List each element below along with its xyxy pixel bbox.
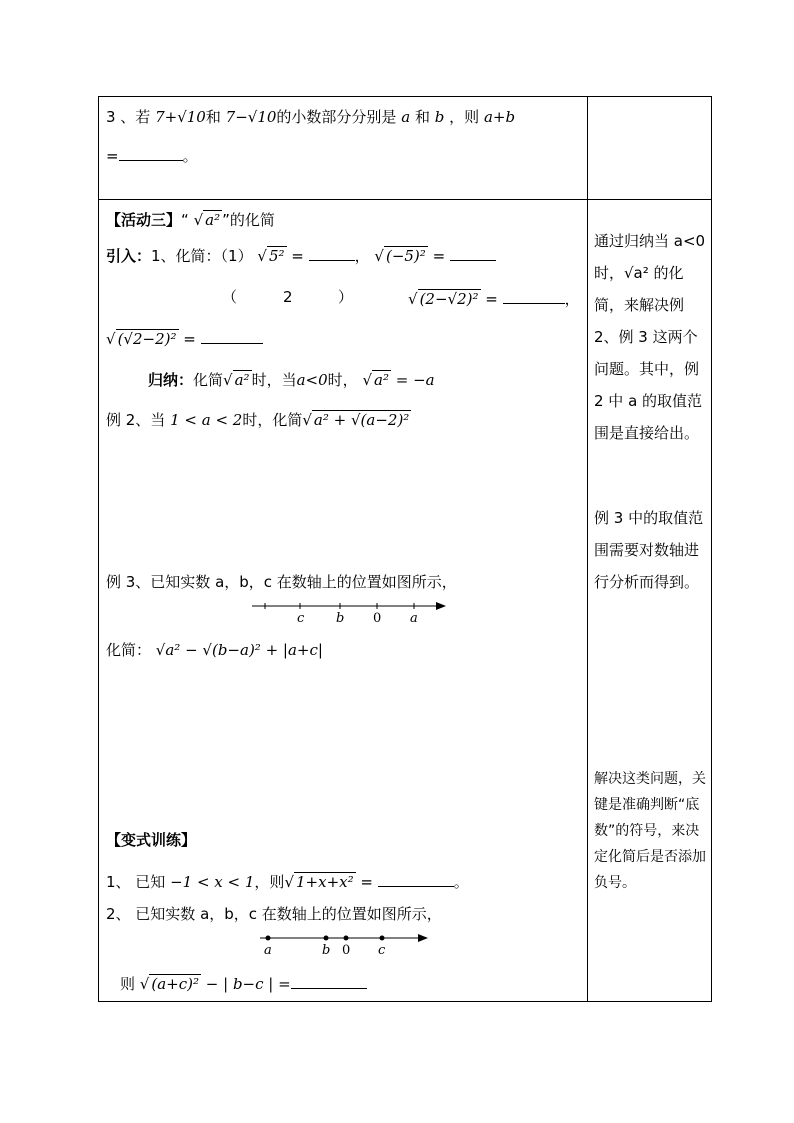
title-radical: √ a²	[193, 211, 221, 229]
quote-close: ”	[222, 211, 230, 229]
variant-title: 【变式训练】	[106, 831, 197, 849]
ex2-text2: 时，化简	[242, 411, 303, 429]
intro-expr3-line: √ (2−√2)² = ，	[408, 290, 580, 308]
q3-eq: =	[106, 147, 119, 165]
variant-q2: 2、 已知实数 a，b，c 在数轴上的位置如图所示，	[106, 905, 442, 923]
vq2-then: 则	[120, 975, 136, 993]
ex2-cond: 1 < a < 2	[170, 411, 243, 429]
nl2-label-0: 0	[342, 943, 351, 958]
summary-cond: a<0	[296, 371, 328, 389]
intro-expr4-line: √ (√2−2)² =	[106, 328, 263, 348]
q3-answer-blank[interactable]	[119, 145, 183, 161]
side-note-2: 例 3 中的取值范围需要对数轴进行分析而得到。	[594, 509, 704, 591]
number-line-2	[258, 930, 434, 958]
vq1-expr: √ 1+x+x²	[284, 873, 354, 891]
q3-end: 。	[182, 147, 198, 165]
q3-expr2: 7−√10	[225, 108, 277, 126]
nl1-label-0: 0	[373, 611, 382, 626]
q3-expr1: 7+√10	[155, 108, 206, 126]
summary-text2: 时，当	[251, 371, 297, 389]
side-note-3: 解决这类问题，关键是准确判断“底数”的符号，来决定化简后是否添加负号。	[594, 771, 706, 891]
summary-expr: √ a²	[223, 371, 250, 389]
q3-mid: 的小数部分分别是	[276, 108, 397, 126]
nl1-label-c: c	[297, 611, 305, 626]
example3-simplify	[106, 641, 323, 659]
intro-expr2: √ (−5)²	[374, 247, 426, 265]
intro-expr3: √ (2−√2)²	[408, 290, 479, 308]
variant-q1: 1、 已知 −1 < x < 1，则√ 1+x+x² = 。	[106, 873, 469, 891]
vq2-blank[interactable]	[291, 973, 367, 989]
vq1-cond: −1 < x < 1	[170, 873, 255, 891]
summary-result: = −a	[395, 371, 435, 389]
vq2-expr: √ (a+c)²	[139, 975, 199, 993]
example3-line: 例 3、已知实数 a，b，c 在数轴上的位置如图所示，	[106, 573, 457, 591]
q3-a: a	[401, 108, 411, 126]
q3-ab: a+b	[483, 108, 516, 126]
ex3-expr: √a² − √(b−a)² + |a+c|	[155, 641, 323, 659]
q3-line	[106, 108, 515, 126]
q3-and: 和	[205, 108, 221, 126]
q3-ze: ，则	[449, 108, 480, 126]
nl2-label-a: a	[264, 943, 272, 958]
summary-label: 归纳：	[148, 371, 194, 389]
ex2-expr: √ a² + √(a−2)²	[302, 411, 410, 429]
vq2-rest: − | b−c | =	[205, 975, 291, 993]
p2-num: 2	[283, 288, 293, 306]
summary-text1: 化简	[193, 371, 224, 389]
row-divider	[98, 199, 712, 200]
intro-label: 引入：	[106, 247, 152, 265]
variant-q2-answer	[120, 973, 367, 993]
intro-expr1: √ 5²	[257, 247, 285, 265]
p2-close: ）	[338, 288, 354, 306]
q3-prefix: 3 、若	[106, 108, 151, 126]
nl2-label-b: b	[322, 943, 331, 958]
quote-open: “	[181, 211, 189, 229]
activity-title-bracket: 【活动三】	[106, 211, 182, 229]
intro-blank2[interactable]	[450, 245, 496, 261]
q3-answer-line	[106, 145, 198, 165]
example2-line	[106, 411, 411, 429]
side-note-1: 通过归纳当 a<0 时，√a² 的化简，来解决例 2、例 3 这两个问题。其中，例 2 中 a 的取值范围是直接给出。	[594, 232, 706, 442]
nl1-label-b: b	[336, 611, 345, 626]
vq1-text2: ，则	[254, 873, 285, 891]
ex3-simplify-label: 化简：	[106, 641, 152, 659]
nl2-label-c: c	[378, 943, 386, 958]
summary-line	[148, 371, 435, 389]
number-line-1	[250, 598, 450, 626]
q3-b: b	[434, 108, 445, 126]
intro-text: 1、化简：（1）	[151, 247, 253, 265]
vq1-blank[interactable]	[378, 871, 454, 887]
intro-blank3[interactable]	[503, 288, 565, 304]
vq1-text: 1、 已知	[106, 873, 166, 891]
column-divider	[587, 96, 588, 1002]
intro-blank1[interactable]	[309, 245, 355, 261]
intro-expr4: √ (√2−2)²	[106, 330, 177, 348]
summary-lhs: √ a²	[362, 371, 389, 389]
q3-he: 和	[414, 108, 430, 126]
ex2-text: 例 2、当	[106, 411, 166, 429]
nl1-label-a: a	[410, 611, 418, 626]
vq1-end: 。	[453, 873, 469, 891]
activity-title	[106, 211, 275, 229]
activity-title-rest: 的化简	[229, 211, 275, 229]
intro-line: 引入：1、化简：（1） √ 5² = ， √ (−5)² =	[106, 245, 496, 265]
intro-blank4[interactable]	[201, 328, 263, 344]
p2-open: （	[222, 288, 238, 306]
summary-text3: 时，	[327, 371, 358, 389]
